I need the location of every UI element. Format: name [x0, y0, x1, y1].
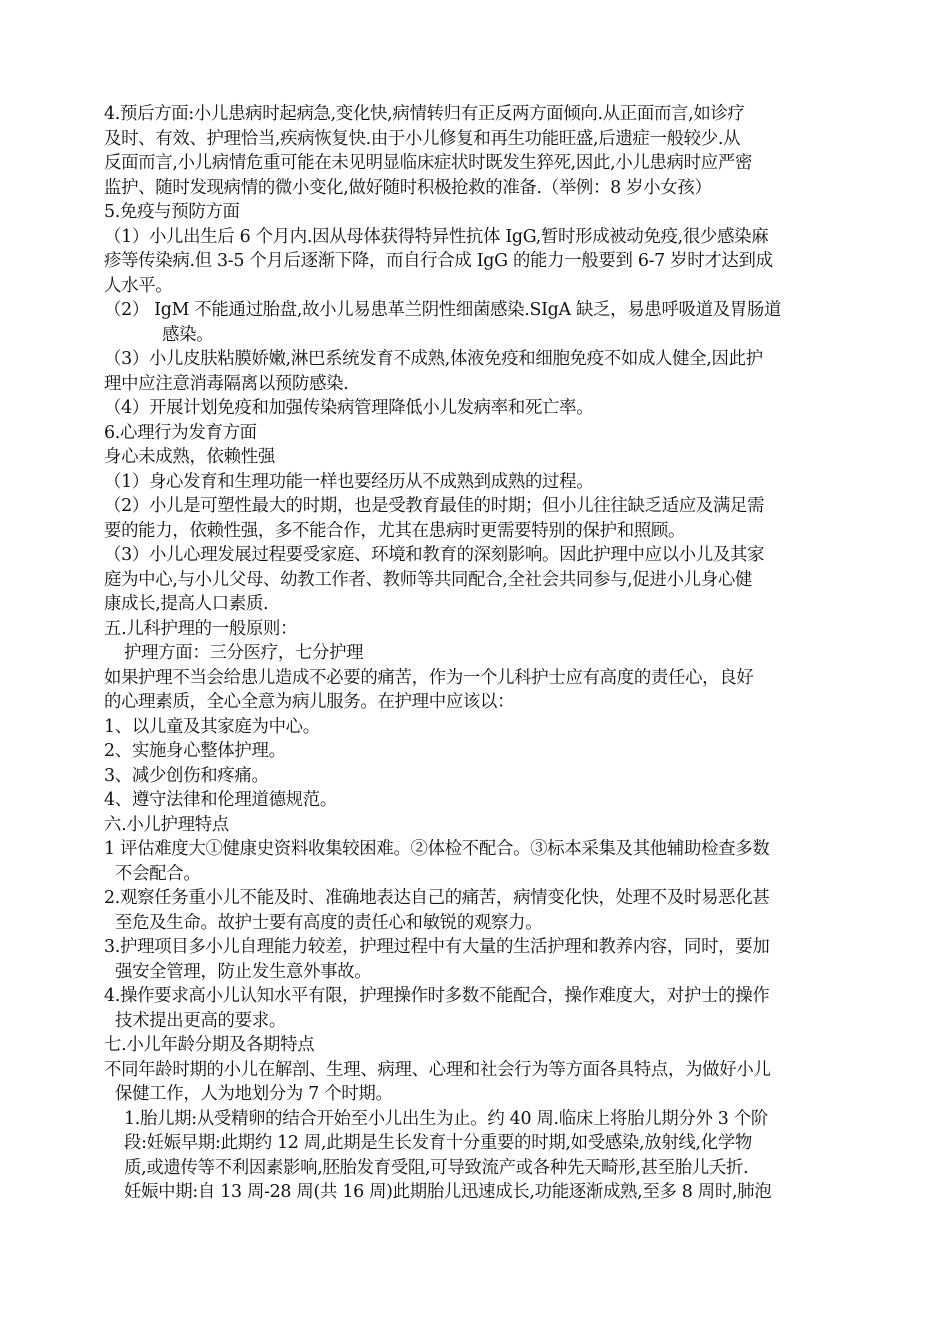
- text-line: （1）身心发育和生理功能一样也要经历从不成熟到成熟的过程。: [104, 471, 594, 492]
- text-line: 护理方面：三分医疗，七分护理: [124, 643, 364, 663]
- text-line: 4、遵守法律和伦理道德规范。: [104, 790, 337, 810]
- text-line: （1）小儿出生后 6 个月内.因从母体获得特异性抗体 IgG,暂时形成被动免疫,很少感染麻: [104, 226, 769, 247]
- document-body: [104, 102, 856, 1205]
- text-line: 不会配合。: [115, 863, 201, 884]
- text-line: （2） IgM 不能通过胎盘,故小儿易患革兰阴性细菌感染.SIgA 缺乏，易患呼吸道及胃肠道: [104, 300, 782, 320]
- text-line: （4）开展计划免疫和加强传染病管理降低小儿发病率和死亡率。: [104, 398, 594, 418]
- text-line: 保健工作，人为地划分为 7 个时期。: [115, 1084, 393, 1104]
- text-line: 如果护理不当会给患儿造成不必要的痛苦，作为一个儿科护士应有高度的责任心，良好: [104, 667, 754, 688]
- text-line: 人水平。: [104, 275, 173, 296]
- text-line: 6.心理行为发育方面: [104, 422, 257, 443]
- text-line: 反面而言,小儿病情危重可能在未见明显临床症状时既发生猝死,因此,小儿患病时应严密: [104, 153, 753, 173]
- text-line: 段:妊娠早期:此期约 12 周,此期是生长发育十分重要的时期,如受感染,放射线,化学物: [124, 1133, 753, 1153]
- text-line: 3、减少创伤和疼痛。: [104, 765, 269, 786]
- text-line: 理中应注意消毒隔离以预防感染.: [104, 373, 349, 394]
- text-line: 1、以儿童及其家庭为中心。: [104, 716, 320, 737]
- text-line: 要的能力，依赖性强，多不能合作，尤其在患病时更需要特别的保护和照顾。: [104, 520, 686, 541]
- text-line: （3）小儿心理发展过程要受家庭、环境和教育的深刻影响。因此护理中应以小儿及其家: [104, 545, 765, 565]
- text-line: 至危及生命。故护士要有高度的责任心和敏锐的观察力。: [115, 912, 543, 933]
- text-line: 疹等传染病.但 3-5 个月后逐渐下降，而自行合成 IgG 的能力一般要到 6-7 岁时才达到成: [104, 251, 773, 271]
- text-line: 身心未成熟，依赖性强: [104, 447, 275, 467]
- text-line: 2.观察任务重小儿不能及时、准确地表达自己的痛苦，病情变化快，处理不及时易恶化甚: [104, 888, 770, 908]
- text-line: 5.免疫与预防方面: [104, 202, 240, 222]
- text-line: 监护、随时发现病情的微小变化,做好随时积极抢救的准备.（举例：8 岁小女孩）: [104, 177, 712, 198]
- text-line: 1.胎儿期:从受精卵的结合开始至小儿出生为止。约 40 周.临床上将胎儿期分外 3 个阶: [124, 1108, 768, 1129]
- text-line: 及时、有效、护理恰当,疾病恢复快.由于小儿修复和再生功能旺盛,后遗症一般较少.从: [104, 128, 741, 149]
- text-line: 1 评估难度大①健康史资料收集较困难。②体检不配合。③标本采集及其他辅助检查多数: [104, 839, 770, 859]
- text-line: 3.护理项目多小儿自理能力较差，护理过程中有大量的生活护理和教养内容，同时，要加: [104, 937, 770, 957]
- text-line: 不同年龄时期的小儿在解剖、生理、病理、心理和社会行为等方面各具特点，为做好小儿: [104, 1059, 771, 1080]
- text-line: 七.小儿年龄分期及各期特点: [104, 1035, 315, 1055]
- text-line: 技术提出更高的要求。: [115, 1010, 286, 1031]
- text-line: 感染。: [162, 324, 214, 345]
- text-line: 六.小儿护理特点: [104, 814, 229, 835]
- text-line: 2、实施身心整体护理。: [104, 741, 286, 761]
- text-line: 4.操作要求高小儿认知水平有限，护理操作时多数不能配合，操作难度大，对护士的操作: [104, 986, 770, 1006]
- text-line: （3）小儿皮肤粘膜娇嫩,淋巴系统发育不成熟,体液免疫和细胞免疫不如成人健全,因此护: [104, 349, 763, 369]
- text-line: 质,或遗传等不利因素影响,胚胎发育受阻,可导致流产或各种先天畸形,甚至胎儿夭折.: [124, 1157, 749, 1178]
- text-line: 4.预后方面:小儿患病时起病急,变化快,病情转归有正反两方面倾向.从正面而言,如诊疗: [104, 104, 745, 124]
- text-line: 妊娠中期:自 13 周-28 周(共 16 周)此期胎儿迅速成长,功能逐渐成熟,至多 8 周时,肺泡: [124, 1182, 772, 1202]
- text-line: 强安全管理，防止发生意外事故。: [115, 961, 372, 982]
- text-line: 康成长,提高人口素质.: [104, 594, 269, 614]
- text-line: 五.儿科护理的一般原则：: [104, 618, 298, 639]
- text-line: （2）小儿是可塑性最大的时期，也是受教育最佳的时期；但小儿往往缺乏适应及满足需: [104, 496, 765, 516]
- text-line: 庭为中心,与小儿父母、幼教工作者、教师等共同配合,全社会共同参与,促进小儿身心健: [104, 569, 753, 590]
- text-line: 的心理素质，全心全意为病儿服务。在护理中应该以：: [104, 692, 515, 712]
